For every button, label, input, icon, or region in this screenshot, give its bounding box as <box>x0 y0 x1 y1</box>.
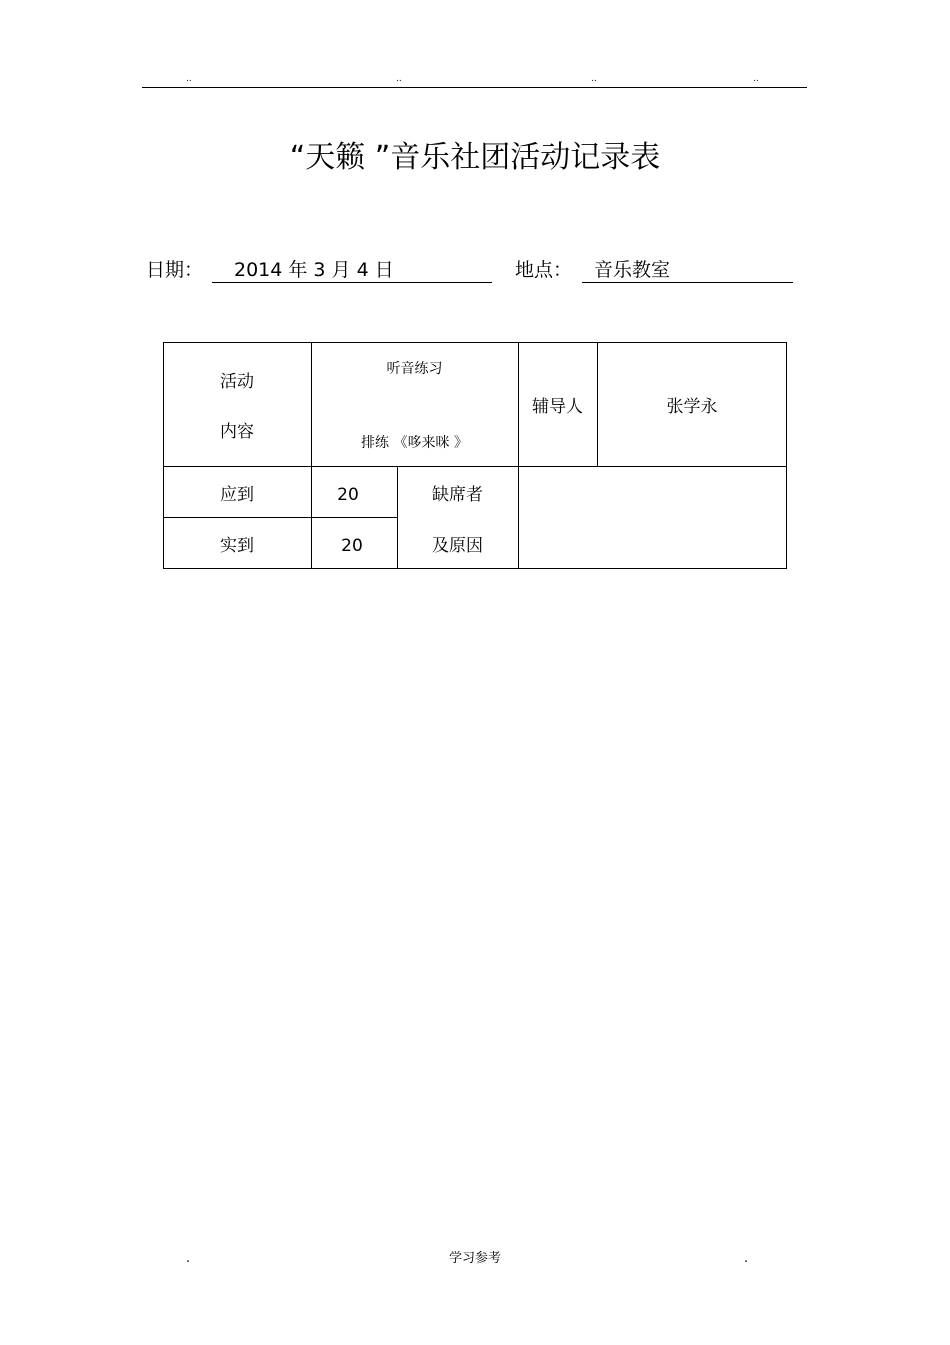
date-underline <box>212 282 492 283</box>
table-border-top <box>163 342 787 343</box>
absent-label-line2: 及原因 <box>432 536 483 556</box>
tutor-value: 张学永 <box>666 397 718 417</box>
header-dots-4: .. <box>753 74 759 84</box>
absent-label-line1: 缺席者 <box>432 485 483 505</box>
footer-left-mark: . <box>186 1251 191 1266</box>
activity-content-line2: 排练 《哆来咪 》 <box>361 435 468 451</box>
expected-label: 应到 <box>220 485 254 505</box>
actual-label: 实到 <box>220 536 254 556</box>
place-label: 地点： <box>515 259 573 281</box>
actual-value: 20 <box>341 536 363 556</box>
col3-line <box>518 342 519 569</box>
header-dots-2: .. <box>396 74 402 84</box>
activity-label-line1: 活动 <box>220 372 254 392</box>
place-underline <box>582 282 793 283</box>
row2-bottom-line <box>163 517 398 518</box>
header-dots-1: .. <box>186 74 192 84</box>
tutor-label: 辅导人 <box>532 397 583 417</box>
row1-bottom-line <box>163 466 787 467</box>
date-label: 日期： <box>146 259 204 281</box>
header-dots-3: .. <box>591 74 597 84</box>
place-value: 音乐教室 <box>594 259 671 281</box>
footer-right-mark: . <box>744 1251 749 1266</box>
activity-label-line2: 内容 <box>220 422 254 442</box>
table-border-right <box>786 342 787 569</box>
activity-content-line1: 听音练习 <box>386 361 443 377</box>
footer-text: 学习参考 <box>448 1251 501 1266</box>
table-border-bottom <box>163 568 787 569</box>
page-title: “天籁 ”音乐社团活动记录表 <box>289 140 661 175</box>
header-rule <box>142 87 807 88</box>
date-value: 2014 年 3 月 4 日 <box>234 259 394 281</box>
expected-value: 20 <box>337 485 359 505</box>
